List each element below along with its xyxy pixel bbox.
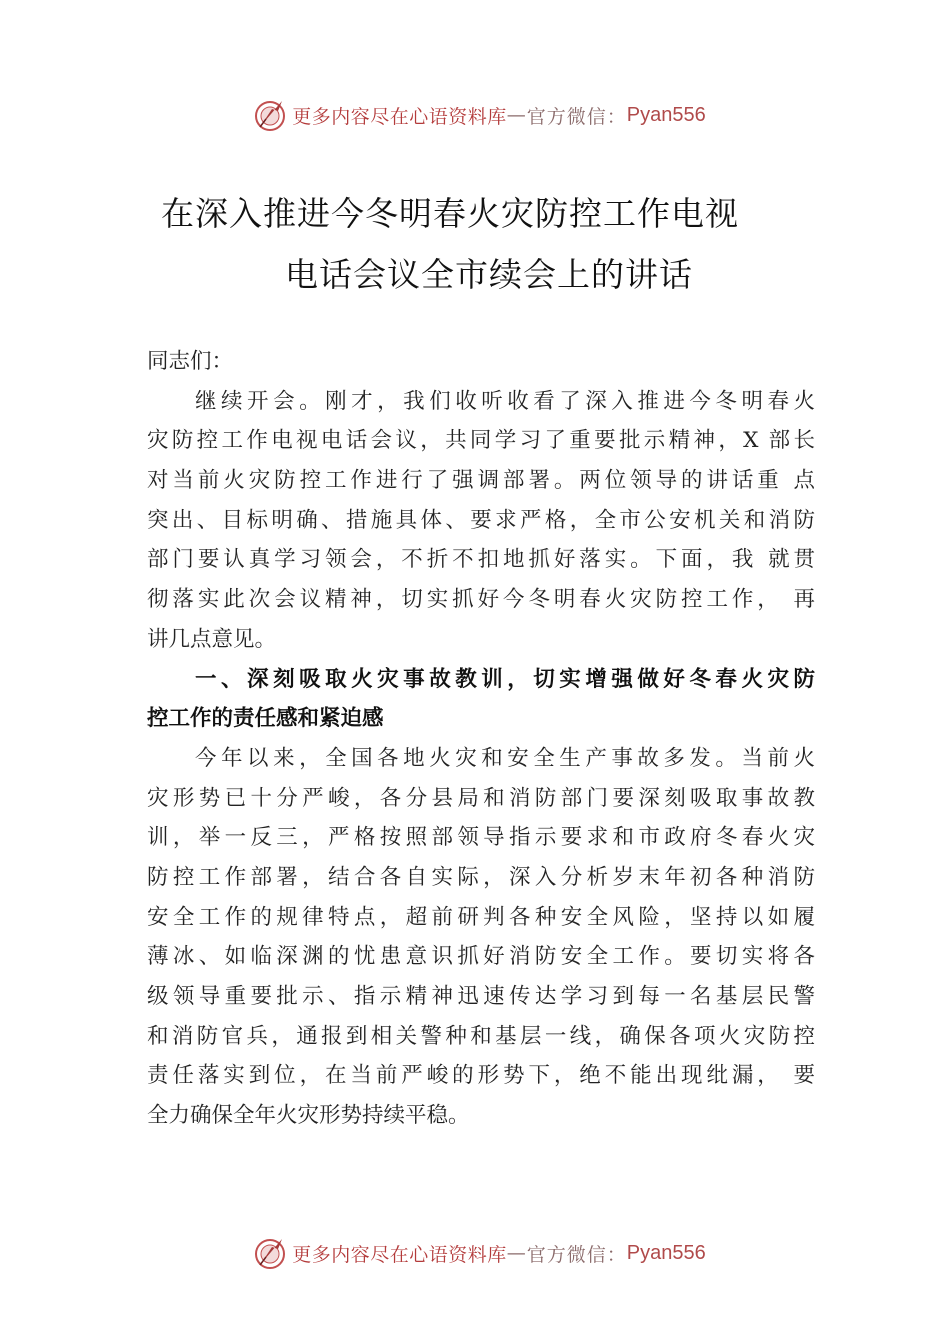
banner-wechat-label: 官方微信： — [526, 1243, 627, 1266]
paragraph-line: 训，举一反三，严格按照部领导指示要求和市政府冬春火灾 — [147, 825, 815, 851]
paragraph-line: 彻落实此次会议精神，切实抓好今冬明春火灾防控工作， 再 — [147, 587, 815, 613]
heading-line: 控工作的责任感和紧迫感 — [147, 706, 384, 732]
banner-wechat-label: 官方微信： — [526, 105, 627, 128]
paragraph-line: 今年以来，全国各地火灾和安全生产事故多发。当前火 — [195, 745, 815, 771]
banner-wechat-id: Pyan556 — [626, 1241, 706, 1264]
banner-dash: — — [506, 1242, 527, 1264]
paragraph-line: 和消防官兵，通报到相关警种和基层一线，确保各项火灾防控 — [147, 1023, 815, 1049]
document-title-line-1: 在深入推进今冬明春火灾防控工作电视 — [161, 194, 739, 233]
paragraph-line: 部门要认真学习领会，不折不扣地抓好落实。下面，我 就贯 — [147, 547, 815, 573]
paragraph-line: 对当前火灾防控工作进行了强调部署。两位领导的讲话重 点 — [147, 468, 815, 494]
paragraph-line: 责任落实到位，在当前严峻的形势下，绝不能出现纰漏， 要 — [147, 1063, 815, 1089]
footer-banner — [0, 1233, 950, 1273]
paragraph-line: 安全工作的规律特点，超前研判各种安全风险，坚持以如履 — [147, 904, 815, 930]
header-banner — [0, 95, 950, 135]
heading-line: 一、深刻吸取火灾事故教训，切实增强做好冬春火灾防 — [195, 666, 815, 692]
salutation: 同志们： — [147, 349, 234, 374]
paragraph-line: 防控工作部署，结合各自实际，深入分析岁末年初各种消防 — [147, 864, 815, 890]
banner-main-text: 更多内容尽在心语资料库 — [292, 1243, 507, 1266]
banner-dash: — — [506, 104, 527, 126]
paragraph-2 — [147, 739, 815, 1136]
paragraph-line: 灾防控工作电视电话会议，共同学习了重要批示精神，X 部长 — [147, 428, 815, 454]
banner-wechat-id: Pyan556 — [626, 103, 706, 126]
paragraph-line: 薄冰、如临深渊的忧患意识抓好消防安全工作。要切实将各 — [147, 944, 815, 970]
paragraph-line: 突出、目标明确、措施具体、要求严格，全市公安机关和消防 — [147, 507, 815, 533]
paragraph-line: 级领导重要批示、指示精神迅速传达学习到每一名基层民警 — [147, 984, 815, 1009]
section-heading-1 — [147, 660, 815, 739]
quill-logo-icon — [252, 1235, 288, 1271]
document-body — [147, 342, 815, 1136]
paragraph-1 — [147, 382, 815, 660]
paragraph-line: 讲几点意见。 — [147, 626, 277, 652]
document-title-line-2: 电话会议全市续会上的讲话 — [285, 255, 693, 294]
paragraph-line: 继续开会。刚才，我们收听收看了深入推进今冬明春火 — [195, 388, 815, 414]
banner-main-text: 更多内容尽在心语资料库 — [292, 105, 507, 128]
paragraph-line: 全力确保全年火灾形势持续平稳。 — [147, 1103, 470, 1129]
quill-logo-icon — [252, 97, 288, 133]
paragraph-line: 灾形势已十分严峻，各分县局和消防部门要深刻吸取事故教 — [147, 785, 815, 811]
